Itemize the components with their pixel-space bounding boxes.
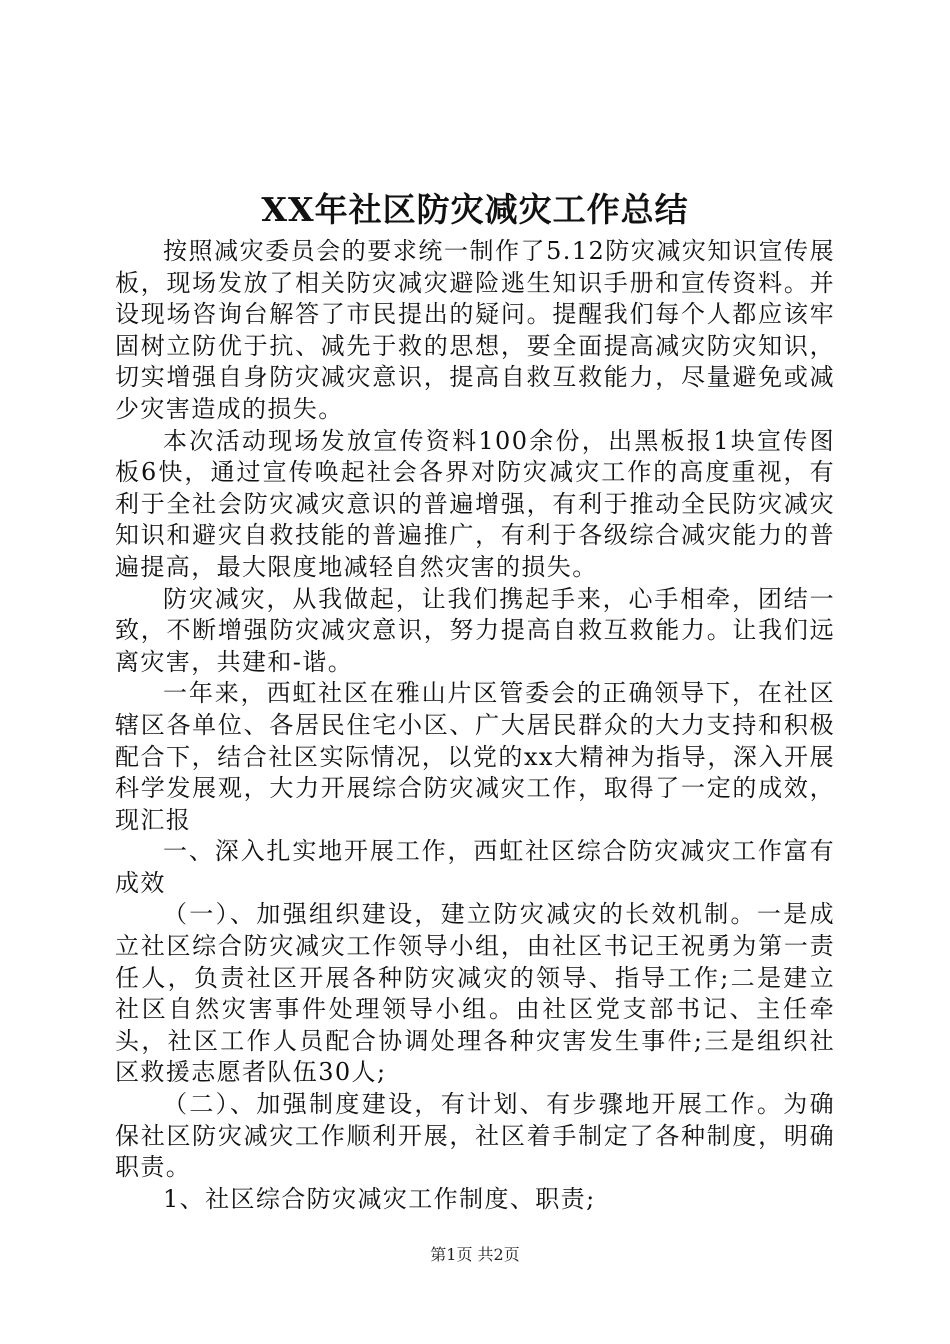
section-heading: 一、深入扎实地开展工作，西虹社区综合防灾减灾工作富有成效 xyxy=(115,837,835,897)
document-body xyxy=(115,236,835,1215)
paragraph: 一年来，西虹社区在雅山片区管委会的正确领导下，在社区辖区各单位、各居民住宅小区、广大居民群众的大力支持和积极配合下，结合社区实际情况，以党的xx大精神为指导，深入开展科学发展观，大力开展综合防灾减灾工作，取得了一定的成效，现汇报 xyxy=(115,679,835,834)
paragraph: 本次活动现场发放宣传资料100余份，出黑板报1块宣传图板6快，通过宣传唤起社会各界对防灾减灾工作的高度重视，有利于全社会防灾减灾意识的普遍增强，有利于推动全民防灾减灾知识和避灾自救技能的普遍推广，有利于各级综合减灾能力的普遍提高，最大限度地减轻自然灾害的损失。 xyxy=(115,426,835,581)
paragraph: 防灾减灾，从我做起，让我们携起手来，心手相牵，团结一致，不断增强防灾减灾意识，努力提高自救互救能力。让我们远离灾害，共建和-谐。 xyxy=(115,584,835,676)
document-title: XX年社区防灾减灾工作总结 xyxy=(261,190,689,229)
paragraph: 按照减灾委员会的要求统一制作了5.12防灾减灾知识宣传展板，现场发放了相关防灾减灾避险逃生知识手册和宣传资料。并设现场咨询台解答了市民提出的疑问。提醒我们每个人都应该牢固树立防优于抗、减先于救的思想，要全面提高减灾防灾知识，切实增强自身防灾减灾意识，提高自救互救能力，尽量避免或减少灾害造成的损失。 xyxy=(115,237,835,423)
paragraph: （一）、加强组织建设，建立防灾减灾的长效机制。一是成立社区综合防灾减灾工作领导小组，由社区书记王祝勇为第一责任人，负责社区开展各种防灾减灾的领导、指导工作;二是建立社区自然灾害事件处理领导小组。由社区党支部书记、主任牵头，社区工作人员配合协调处理各种灾害发生事件;三是组织社区救援志愿者队伍30人; xyxy=(115,900,835,1087)
paragraph: （二）、加强制度建设，有计划、有步骤地开展工作。为确保社区防灾减灾工作顺利开展，社区着手制定了各种制度，明确职责。 xyxy=(115,1090,835,1182)
page-footer: 第1页 共2页 xyxy=(430,1245,520,1264)
list-item: 1、社区综合防灾减灾工作制度、职责; xyxy=(163,1184,596,1213)
